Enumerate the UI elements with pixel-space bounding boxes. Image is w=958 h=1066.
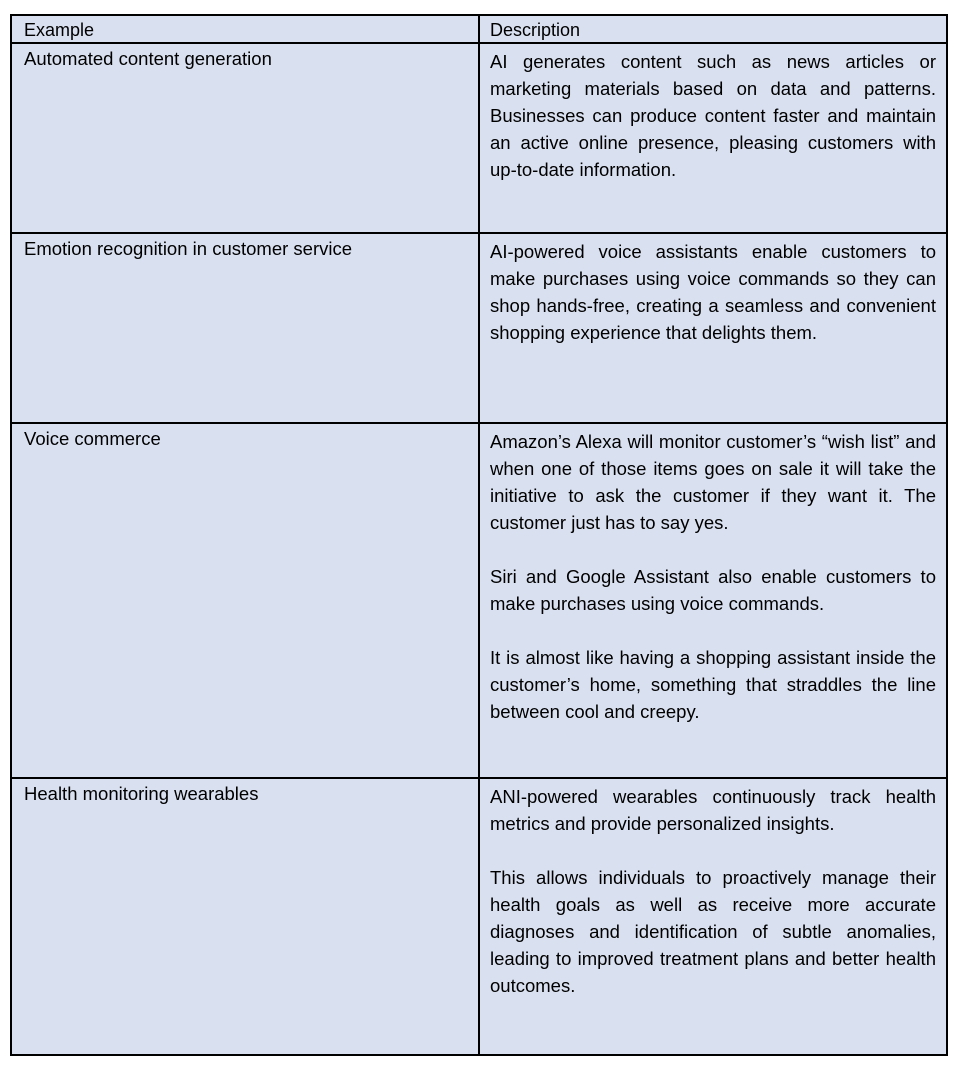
- description-cell: [480, 424, 946, 777]
- example-cell: Automated content generation: [12, 44, 480, 232]
- description-paragraph: Siri and Google Assistant also enable customers to make purchases using voice commands.: [490, 566, 936, 614]
- description-paragraph: This allows individuals to proactively manage their health goals as well as receive more accurate diagnoses and identification of subtle anomalies, leading to improved treatment plans and better health outcomes.: [490, 867, 936, 996]
- description-paragraph: Amazon’s Alexa will monitor customer’s “wish list” and when one of those items goes on sale it will take the initiative to ask the customer if they want it. The customer just has to say yes.: [490, 431, 936, 533]
- description-paragraph: It is almost like having a shopping assistant inside the customer’s home, something that straddles the line between cool and creepy.: [490, 647, 936, 722]
- header-description: Description: [490, 20, 581, 40]
- table-row: [12, 779, 946, 1054]
- examples-table: [10, 14, 948, 1056]
- example-cell: Voice commerce: [12, 424, 480, 777]
- table-header-row: [12, 16, 946, 44]
- description-paragraph: AI generates content such as news articles or marketing materials based on data and patterns. Businesses can produce content faster and maintain an active online presence, pleasing customers with up-to-date information.: [490, 51, 936, 180]
- description-paragraph: AI-powered voice assistants enable customers to make purchases using voice commands so they can shop hands-free, creating a seamless and convenient shopping experience that delights them.: [490, 241, 936, 343]
- example-cell: Emotion recognition in customer service: [12, 234, 480, 422]
- header-example: Example: [12, 16, 480, 42]
- table-row: [12, 44, 946, 234]
- description-paragraph: ANI-powered wearables continuously track health metrics and provide personalized insights.: [490, 786, 936, 834]
- description-cell: [480, 779, 946, 1054]
- table-row: [12, 234, 946, 424]
- description-cell: [480, 44, 946, 232]
- table-row: [12, 424, 946, 779]
- description-cell: [480, 234, 946, 422]
- example-cell: Health monitoring wearables: [12, 779, 480, 1054]
